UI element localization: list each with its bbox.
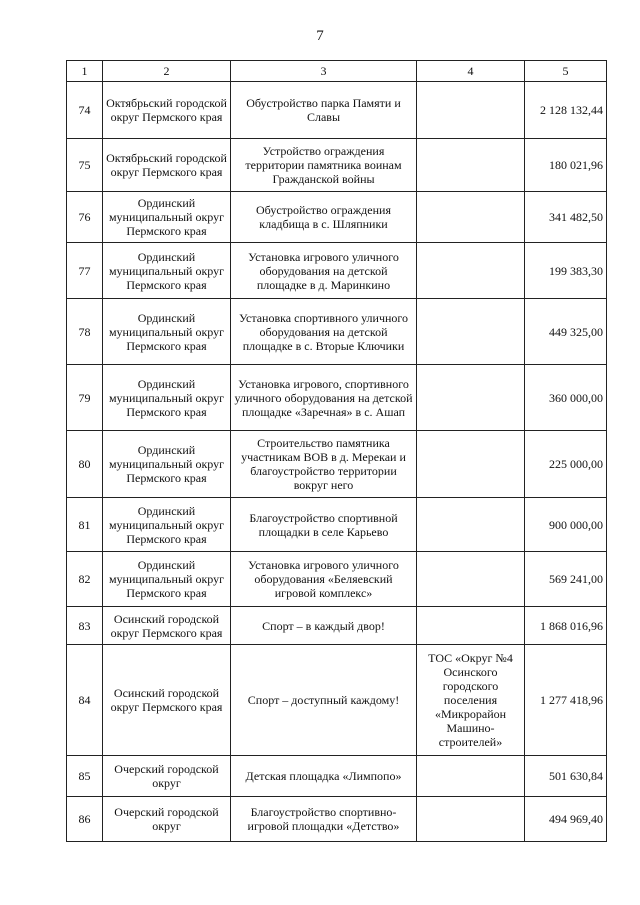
table-row (67, 139, 607, 192)
table-header-row (67, 61, 607, 82)
municipality-cell: Ординский муниципальный округ Пермского края (103, 192, 231, 243)
sum-cell: 341 482,50 (525, 192, 607, 243)
row-number: 86 (67, 797, 103, 842)
row-number: 83 (67, 607, 103, 645)
project-cell: Установка игрового уличного оборудования «Беляевский игровой комплекс» (231, 552, 417, 607)
municipality-cell: Октябрьский городской округ Пермского края (103, 82, 231, 139)
column-header: 3 (231, 61, 417, 82)
municipality-cell: Ординский муниципальный округ Пермского края (103, 299, 231, 365)
table-row (67, 299, 607, 365)
column-header: 1 (67, 61, 103, 82)
table-row (67, 756, 607, 797)
table-row (67, 365, 607, 431)
initiator-cell (417, 552, 525, 607)
row-number: 84 (67, 645, 103, 756)
table-row (67, 645, 607, 756)
table-row (67, 797, 607, 842)
row-number: 77 (67, 243, 103, 299)
municipality-cell: Октябрьский городской округ Пермского края (103, 139, 231, 192)
row-number: 75 (67, 139, 103, 192)
project-cell: Установка игрового, спортивного уличного оборудования на детской площадке «Заречная» в с. Ашап (231, 365, 417, 431)
municipality-cell: Осинский городской округ Пермского края (103, 607, 231, 645)
initiator-cell: ТОС «Округ №4 Осинского городского поселения «Микрорайон Машино-строителей» (417, 645, 525, 756)
project-cell: Благоустройство спортивно-игровой площадки «Детство» (231, 797, 417, 842)
row-number: 80 (67, 431, 103, 498)
sum-cell: 900 000,00 (525, 498, 607, 552)
municipality-cell: Осинский городской округ Пермского края (103, 645, 231, 756)
row-number: 85 (67, 756, 103, 797)
municipality-cell: Ординский муниципальный округ Пермского края (103, 243, 231, 299)
initiator-cell (417, 365, 525, 431)
initiator-cell (417, 299, 525, 365)
table-row (67, 552, 607, 607)
municipality-cell: Ординский муниципальный округ Пермского края (103, 365, 231, 431)
initiator-cell (417, 756, 525, 797)
municipality-cell: Ординский муниципальный округ Пермского края (103, 552, 231, 607)
initiator-cell (417, 139, 525, 192)
sum-cell: 1 868 016,96 (525, 607, 607, 645)
column-header: 2 (103, 61, 231, 82)
initiator-cell (417, 797, 525, 842)
table-row (67, 192, 607, 243)
sum-cell: 501 630,84 (525, 756, 607, 797)
initiator-cell (417, 243, 525, 299)
sum-cell: 1 277 418,96 (525, 645, 607, 756)
project-cell: Спорт – доступный каждому! (231, 645, 417, 756)
sum-cell: 360 000,00 (525, 365, 607, 431)
sum-cell: 569 241,00 (525, 552, 607, 607)
sum-cell: 199 383,30 (525, 243, 607, 299)
table-row (67, 607, 607, 645)
row-number: 81 (67, 498, 103, 552)
column-header: 5 (525, 61, 607, 82)
initiator-cell (417, 192, 525, 243)
initiator-cell (417, 431, 525, 498)
project-cell: Установка спортивного уличного оборудования на детской площадке в с. Вторые Ключики (231, 299, 417, 365)
initiator-cell (417, 498, 525, 552)
table-row (67, 243, 607, 299)
sum-cell: 494 969,40 (525, 797, 607, 842)
sum-cell: 449 325,00 (525, 299, 607, 365)
row-number: 79 (67, 365, 103, 431)
page-number: 7 (316, 28, 324, 44)
project-cell: Детская площадка «Лимпопо» (231, 756, 417, 797)
sum-cell: 180 021,96 (525, 139, 607, 192)
municipality-cell: Очерский городской округ (103, 797, 231, 842)
column-header: 4 (417, 61, 525, 82)
project-cell: Строительство памятника участникам ВОВ в д. Мерекаи и благоустройство территории вокруг него (231, 431, 417, 498)
municipality-cell: Ординский муниципальный округ Пермского края (103, 498, 231, 552)
sum-cell: 2 128 132,44 (525, 82, 607, 139)
row-number: 76 (67, 192, 103, 243)
project-cell: Спорт – в каждый двор! (231, 607, 417, 645)
table-row (67, 498, 607, 552)
project-cell: Обустройство ограждения кладбища в с. Шляпники (231, 192, 417, 243)
table-row (67, 431, 607, 498)
project-cell: Обустройство парка Памяти и Славы (231, 82, 417, 139)
initiator-cell (417, 607, 525, 645)
table-row (67, 82, 607, 139)
row-number: 82 (67, 552, 103, 607)
municipality-cell: Ординский муниципальный округ Пермского края (103, 431, 231, 498)
municipality-cell: Очерский городской округ (103, 756, 231, 797)
initiator-cell (417, 82, 525, 139)
project-cell: Устройство ограждения территории памятника воинам Гражданской войны (231, 139, 417, 192)
row-number: 78 (67, 299, 103, 365)
sum-cell: 225 000,00 (525, 431, 607, 498)
row-number: 74 (67, 82, 103, 139)
projects-table (66, 60, 607, 842)
project-cell: Установка игрового уличного оборудования на детской площадке в д. Маринкино (231, 243, 417, 299)
project-cell: Благоустройство спортивной площадки в селе Карьево (231, 498, 417, 552)
